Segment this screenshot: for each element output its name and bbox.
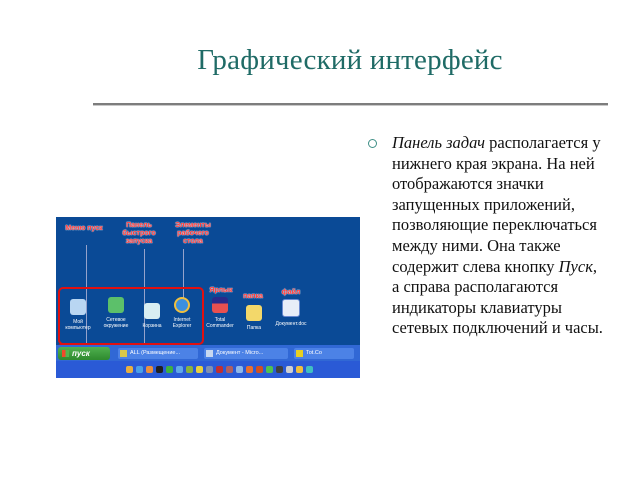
desktop-icon-recycle-bin[interactable]: Корзина [134, 303, 170, 329]
desktop-icon-shortcut[interactable]: Total Commander [202, 297, 238, 329]
my-computer-icon [70, 299, 86, 315]
total-commander-icon [296, 350, 303, 357]
shortcut-icon [212, 297, 228, 313]
bullet-marker-icon [368, 139, 377, 148]
desktop-icon-network[interactable]: Сетевое окружение [98, 297, 134, 329]
document-icon [206, 350, 213, 357]
callout-desktop-elements: Элементы рабочего стола [175, 222, 211, 245]
windows-logo-icon [62, 350, 69, 357]
quick-launch-icon[interactable] [286, 366, 293, 373]
app-icon [120, 350, 127, 357]
callout-quick-launch: Панель быстрого запуска [122, 222, 156, 245]
callout-file: файл [281, 289, 301, 296]
callout-shortcut: Ярлык [209, 287, 233, 294]
quick-launch-icon[interactable] [156, 366, 163, 373]
quick-launch-icon[interactable] [256, 366, 263, 373]
quick-launch-icon[interactable] [276, 366, 283, 373]
quick-launch-icon[interactable] [266, 366, 273, 373]
taskbar-button[interactable]: ALL (Размещение... [118, 348, 198, 359]
taskbar-button[interactable]: Документ - Micro... [204, 348, 288, 359]
desktop-icon-my-computer[interactable]: Мой компьютер [60, 299, 96, 331]
start-button[interactable]: пуск [58, 347, 110, 360]
folder-icon [246, 305, 262, 321]
quick-launch-bar [120, 362, 360, 377]
quick-launch-icon[interactable] [196, 366, 203, 373]
quick-launch-icon[interactable] [216, 366, 223, 373]
taskbar [56, 345, 360, 378]
network-icon [108, 297, 124, 313]
quick-launch-icon[interactable] [186, 366, 193, 373]
quick-launch-icon[interactable] [166, 366, 173, 373]
quick-launch-icon[interactable] [296, 366, 303, 373]
taskbar-button[interactable]: Tot.Co [294, 348, 354, 359]
title-divider [93, 103, 608, 106]
quick-launch-icon[interactable] [136, 366, 143, 373]
callout-start-menu: Меню пуск [65, 225, 103, 232]
slide-title: Графический интерфейс [197, 44, 503, 76]
quick-launch-icon[interactable] [226, 366, 233, 373]
desktop-icon-internet-explorer[interactable]: Internet Explorer [164, 297, 200, 329]
callout-folder: папка [243, 293, 263, 300]
internet-explorer-icon [174, 297, 190, 313]
term-start: Пуск [558, 256, 593, 276]
term-taskbar: Панель задач [392, 133, 486, 152]
desktop-icon-folder[interactable]: Папка [236, 305, 272, 331]
quick-launch-icon[interactable] [176, 366, 183, 373]
embedded-screenshot [56, 217, 360, 378]
quick-launch-icon[interactable] [246, 366, 253, 373]
desktop-icon-file[interactable]: Документ.doc [270, 299, 312, 327]
quick-launch-icon[interactable] [126, 366, 133, 373]
quick-launch-icon[interactable] [146, 366, 153, 373]
quick-launch-icon[interactable] [236, 366, 243, 373]
recycle-bin-icon [144, 303, 160, 319]
quick-launch-icon[interactable] [306, 366, 313, 373]
word-document-icon [282, 299, 300, 317]
bullet-text: Панель задач располагается у нижнего края экрана. На ней отображаются значки запущенных приложений, позволяющие переключаться между ними. Она также содержит слева кнопку Пуск, а справа располагаются индикаторы клавиатуры сетевых подключений и часы. [392, 133, 603, 338]
quick-launch-icon[interactable] [206, 366, 213, 373]
